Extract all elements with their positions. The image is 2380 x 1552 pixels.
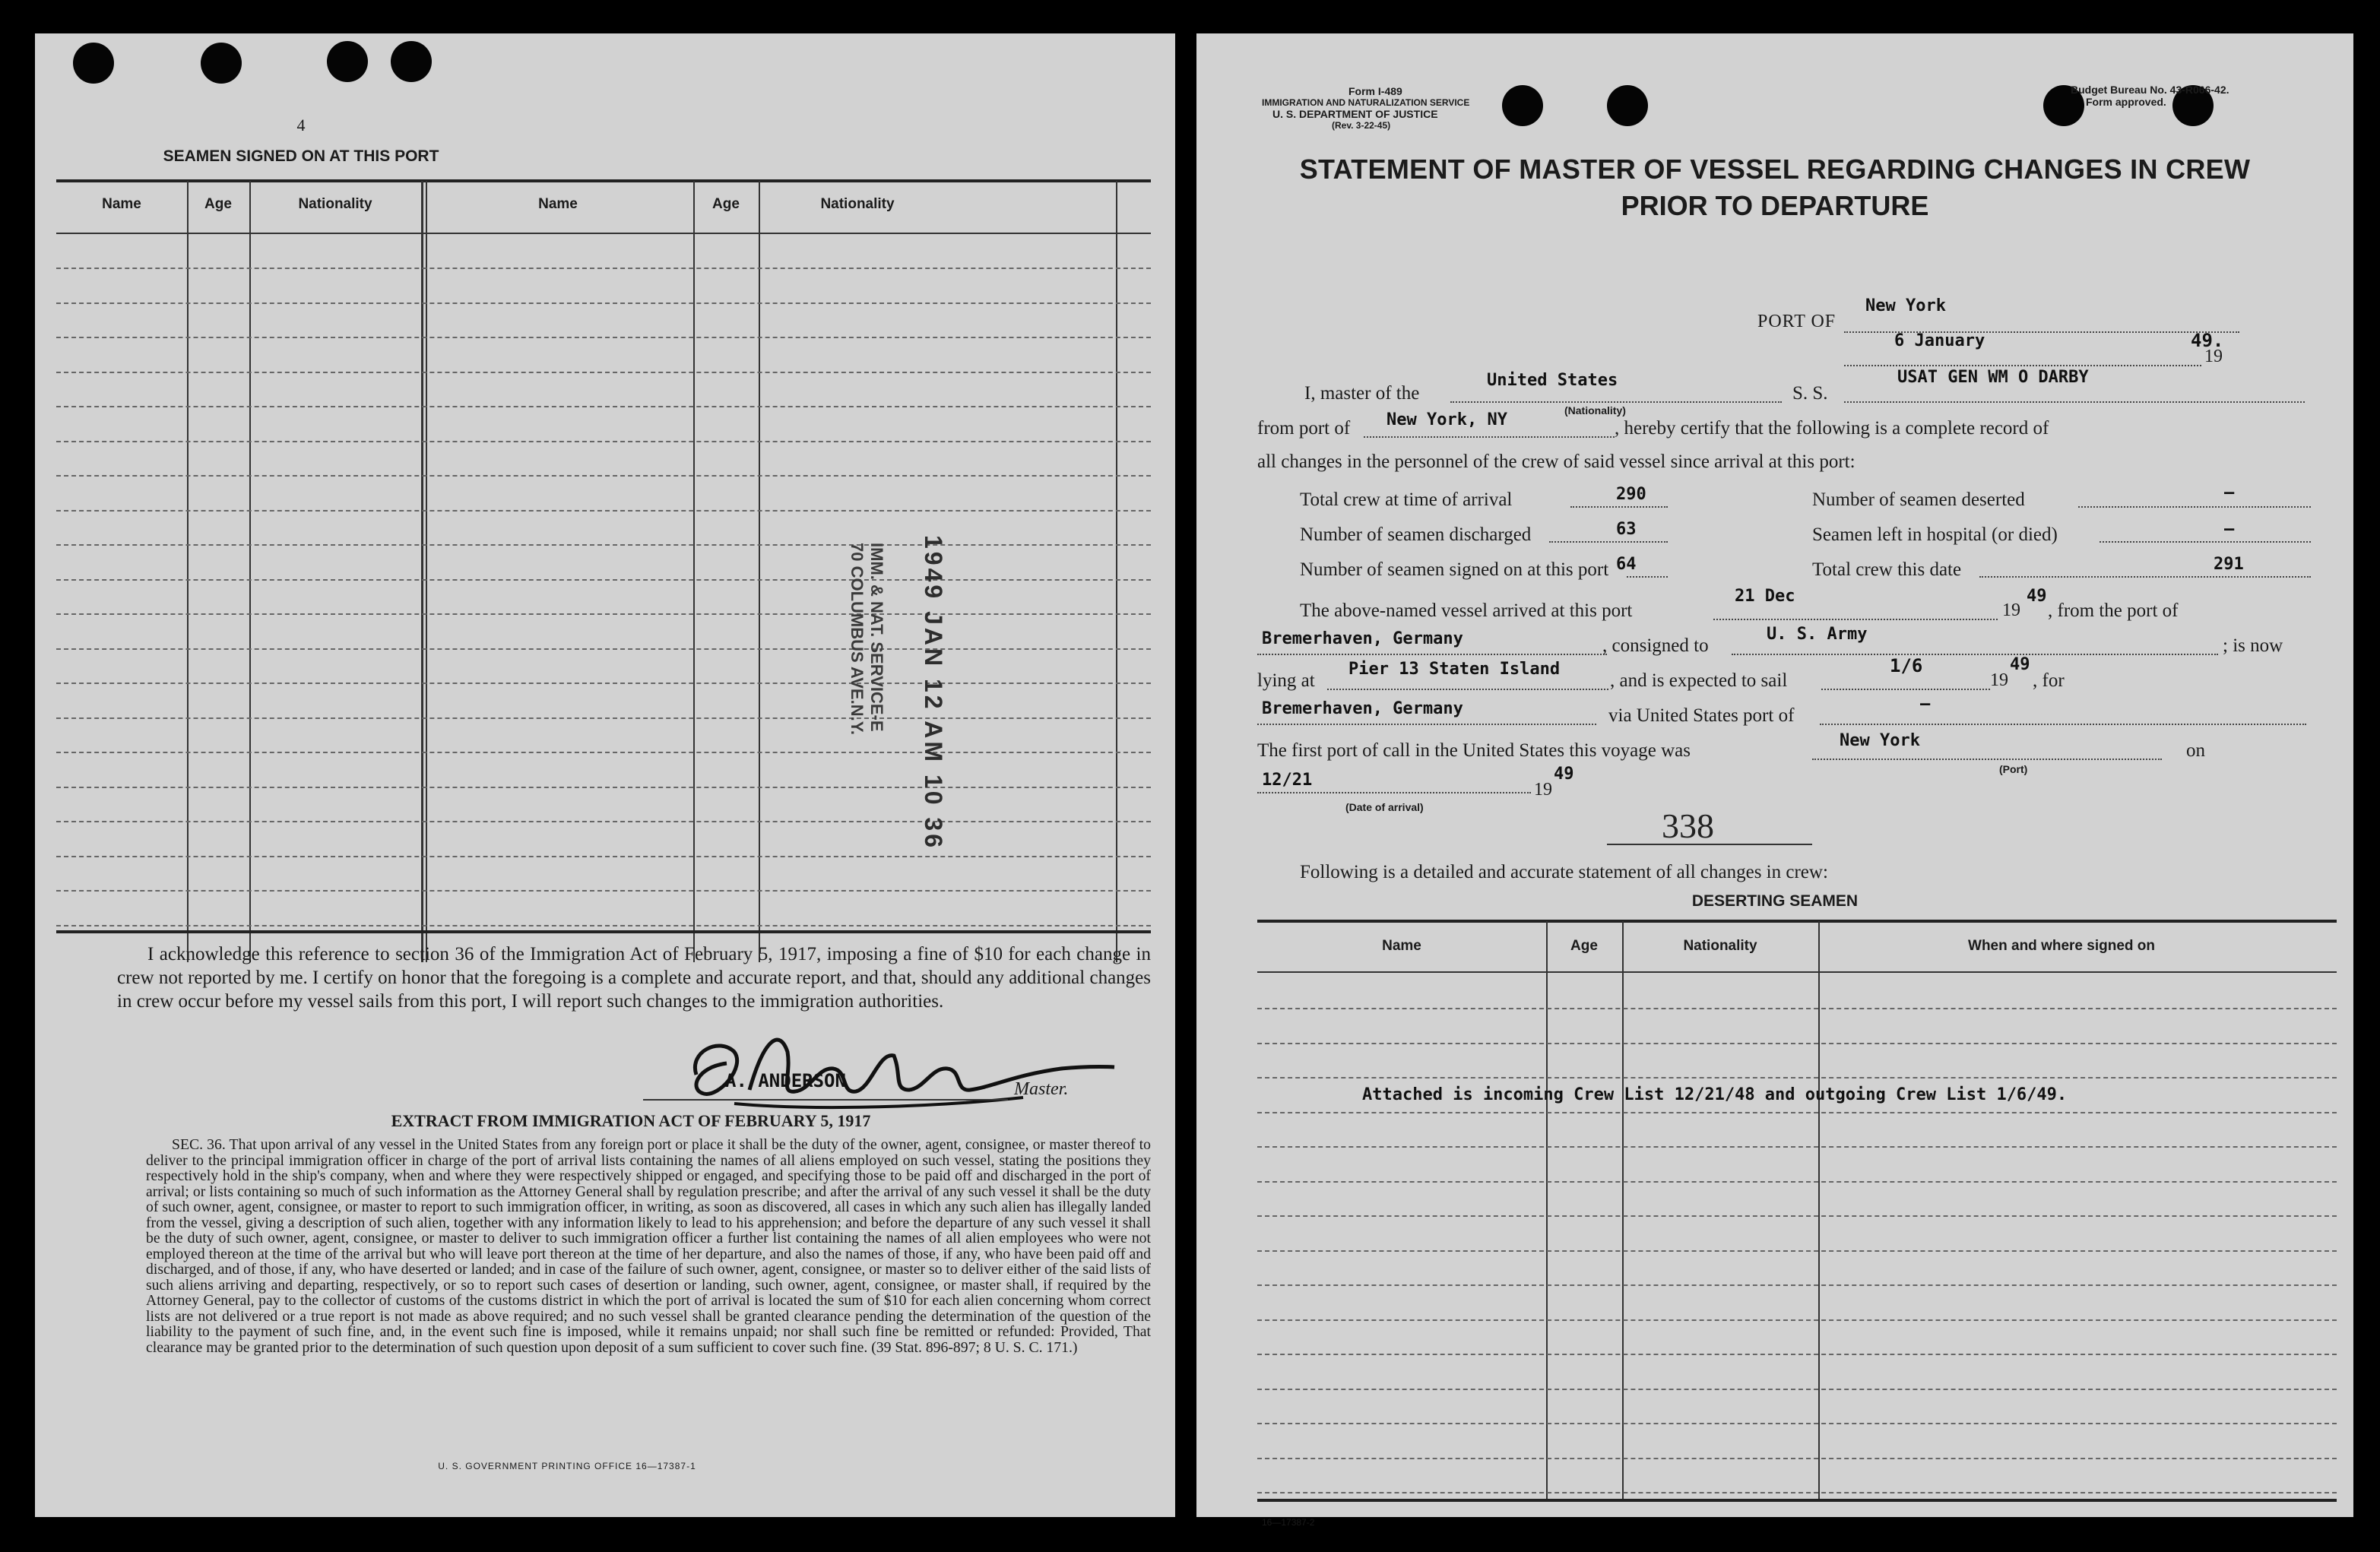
table-row [56,337,1151,338]
punch-hole [201,43,242,84]
right-page [1196,33,2353,1528]
master-label: Master. [1014,1079,1069,1099]
left-page [35,33,1175,1517]
sail-year-prefix: 19 [1990,670,2008,690]
table-row [1257,1458,2337,1459]
budget-bureau-line: Budget Bureau No. 43-R066-42. [2071,84,2229,96]
stat-label-discharged: Number of seamen discharged [1300,524,1532,545]
sail-year: 49 [2010,655,2030,674]
first-port-label: The first port of call in the United States this voyage was [1257,740,1691,761]
arrived-date: 21 Dec [1735,587,1795,606]
table-row [56,475,1151,477]
table-row [1257,1181,2337,1183]
date-caption: (Date of arrival) [1345,801,1424,813]
table-row [56,648,1151,650]
stat-label-total-arrival: Total crew at time of arrival [1300,489,1513,510]
stamp-date: 1949 JAN 12 AM 10 36 [920,535,947,851]
deserting-header-signed-on: When and where signed on [1968,938,2155,954]
lying-at-label: lying at [1257,670,1315,691]
header-nationality: Nationality [298,196,372,212]
punch-hole [73,43,114,84]
extract-title: EXTRACT FROM IMMIGRATION ACT OF FEBRUARY 5, 1917 [391,1111,871,1130]
is-now-label: ; is now [2223,635,2283,656]
table-row [56,441,1151,442]
consignee: U. S. Army [1767,625,1868,644]
deserting-title: DESERTING SEAMEN [1691,892,1859,910]
deserting-header-nationality: Nationality [1683,938,1757,954]
nationality-value: United States [1487,371,1618,390]
from-port-value: New York, NY [1386,410,1507,429]
vessel-name: USAT GEN WM O DARBY [1897,368,2089,387]
stat-label-total-this-date: Total crew this date [1812,559,1962,580]
date-value: 6 January [1894,331,1985,350]
right-printer-line: 16—17387-2 [1262,1517,1315,1528]
table-row [1257,1389,2337,1390]
table-row [56,406,1151,407]
handwritten-number: 338 [1662,806,1714,845]
table-row [56,268,1151,269]
table-row [1257,1492,2337,1493]
arrived-year: 49 [2027,587,2047,606]
destination: Bremerhaven, Germany [1262,699,1463,718]
acknowledgement-text: I acknowledge this reference to section 36 of the Immigration Act of February 5, 1917, imposing a fine of $10 for each change in crew not reported by me. I certify on honor that the foregoing is a complete and accurate report, and that, should any additional changes in crew occur before my vessel sails from this port, I will report such changes to the immigration authorities. [117,944,1151,1012]
received-stamp: IMM. & NAT. SERVICE-E 70 COLUMBUS AVE.N.Y. [848,543,886,736]
table-row [56,925,1151,926]
table-row [56,821,1151,822]
header-name: Name [102,196,141,212]
table-row [1257,1319,2337,1321]
table-row [56,717,1151,719]
following-text: Following is a detailed and accurate statement of all changes in crew: [1300,862,1828,882]
page-number: 4 [296,116,306,135]
certify-text: , hereby certify that the following is a complete record of [1615,418,2049,439]
table-row [1257,1146,2337,1148]
expected-label: , and is expected to sail [1610,670,1788,691]
table-row [56,683,1151,684]
origin-port: Bremerhaven, Germany [1262,629,1463,648]
from-port-label: from port of [1257,418,1351,439]
table-row [1257,1077,2337,1078]
table-row [56,856,1151,857]
year-prefix: 19 [2204,347,2223,366]
punch-hole [391,41,432,82]
punch-hole [1502,85,1543,126]
table-row [56,372,1151,373]
table-row [56,544,1151,546]
table-row [56,613,1151,615]
table-row [56,752,1151,753]
first-port-value: New York [1840,731,1920,750]
port-caption: (Port) [1999,763,2028,775]
first-date: 12/21 [1262,771,1313,790]
table-row [1257,1008,2337,1009]
form-number: Form I-489 [1348,85,1402,97]
arrived-year-prefix: 19 [2002,600,2020,620]
stat-label-hospital: Seamen left in hospital (or died) [1812,524,2058,545]
on-label: on [2186,740,2205,761]
table-row [56,579,1151,581]
certify-line2: all changes in the personnel of the crew of said vessel since arrival at this port: [1257,451,1856,472]
agency-line: IMMIGRATION AND NATURALIZATION SERVICE [1262,97,1470,108]
attached-note: Attached is incoming Crew List 12/21/48 and outgoing Crew List 1/6/49. [1362,1085,2068,1104]
via-value: — [1920,695,1931,714]
for-label: , for [2033,670,2065,691]
stat-label-signed-on: Number of seamen signed on at this port [1300,559,1609,580]
extract-text: SEC. 36. That upon arrival of any vessel in the United States from any foreign port or place it shall be the duty of the owner, agent, consignee, or master thereof to deliver to the principal immigration officer in charge of the port of arrival lists containing the names of all aliens employed on such vessel, stating the positions they respectively hold in the ship's company, when and where they were respectively shipped or engaged, and specifying those to be paid off and discharged in the port of arrival; or lists containing so much of such information as the Attorney General shall by regulation prescribe; and after the arrival of any such vessel it shall be the duty of such owner, agent, consignee, or master to report to such immigration officer, in writing, as soon as discovered, all cases in which any such alien has illegally landed from the vessel, giving a description of such alien, together with any information likely to lead to his apprehension; and before the departure of any such vessel it shall be the duty of such owner, agent, consignee, or master to deliver to such immigration officer a further list containing the names of all alien employees who were not employed thereon at the time of the arrival but who will leave port thereon at the time of her departure, and also the names of those, if any, who have been paid off and discharged, and of those, if any, who have deserted or landed; and in case of the failure of such owner, agent, consignee, or master so to deliver either of the said lists of such aliens arriving and departing, respectively, or so to report such cases of desertion or landing, such owner, agent, consignee, or master shall, if required by the Attorney General, pay to the collector of customs of the customs district in which the port of arrival is located the sum of $10 for each alien concerning whom correct lists are not delivered or a true report is not made as above required; and no such vessel shall be granted clearance pending the determination of the question of the liability to the payment of such fine, and, in the event such fine is imposed, while it remains unpaid; nor shall such fine be remitted or refunded: Provided, That clearance may be granted prior to the determination of such question upon deposit of a sum sufficient to cover such fine. (39 Stat. 896-897; 8 U. S. C. 171.) [146,1136,1151,1356]
first-year-prefix: 19 [1534,780,1552,800]
form-title: STATEMENT OF MASTER OF VESSEL REGARDING CHANGES IN CREW [1299,154,2251,185]
lying-at-value: Pier 13 Staten Island [1348,660,1561,679]
header-name: Name [538,196,578,212]
table-row [1257,1354,2337,1355]
first-year: 49 [1554,765,1574,784]
form-approved: Form approved. [2086,96,2166,108]
stat-value-deserted: — [2224,483,2235,502]
consigned-label: , consigned to [1602,635,1709,656]
stat-value-total-arrival: 290 [1616,485,1646,504]
punch-hole [327,41,368,82]
table-row [1257,1250,2337,1252]
stat-value-hospital: — [2224,520,2235,539]
table-row [56,510,1151,512]
table-row [1257,1215,2337,1217]
agency-line: U. S. DEPARTMENT OF JUSTICE [1272,108,1438,120]
master-of-label: I, master of the [1304,383,1420,404]
stat-value-discharged: 63 [1616,520,1637,539]
from-the-port-label: , from the port of [2048,600,2179,621]
header-age: Age [204,196,232,212]
header-nationality: Nationality [820,196,895,212]
section-title: SEAMEN SIGNED ON AT THIS PORT [163,147,439,165]
table-row [56,787,1151,788]
printer-line: U. S. GOVERNMENT PRINTING OFFICE 16—17387-1 [438,1461,696,1471]
table-row [56,302,1151,304]
table-row [1257,1423,2337,1424]
deserting-header-name: Name [1382,938,1421,954]
ss-label: S. S. [1792,383,1828,404]
form-subtitle: PRIOR TO DEPARTURE [1621,190,1929,221]
table-row [56,890,1151,892]
punch-hole [1607,85,1648,126]
sail-date: 1/6 [1890,655,1923,676]
nationality-caption: (Nationality) [1564,404,1626,417]
stat-label-deserted: Number of seamen deserted [1812,489,2025,510]
revision-date: (Rev. 3-22-45) [1332,120,1391,131]
master-typed-name: A. ANDERSON [725,1070,846,1091]
deserting-header-age: Age [1570,938,1598,954]
table-row [1257,1284,2337,1286]
stat-value-total-this-date: 291 [2214,555,2244,574]
table-row [1257,1043,2337,1044]
stat-value-signed-on: 64 [1616,555,1637,574]
port-value: New York [1865,296,1946,315]
arrived-label: The above-named vessel arrived at this port [1300,600,1633,621]
via-label: via United States port of [1608,705,1795,726]
year-value: 49. [2191,330,2224,351]
port-label: PORT OF [1757,312,1836,331]
header-age: Age [712,196,740,212]
table-row [1257,1112,2337,1113]
